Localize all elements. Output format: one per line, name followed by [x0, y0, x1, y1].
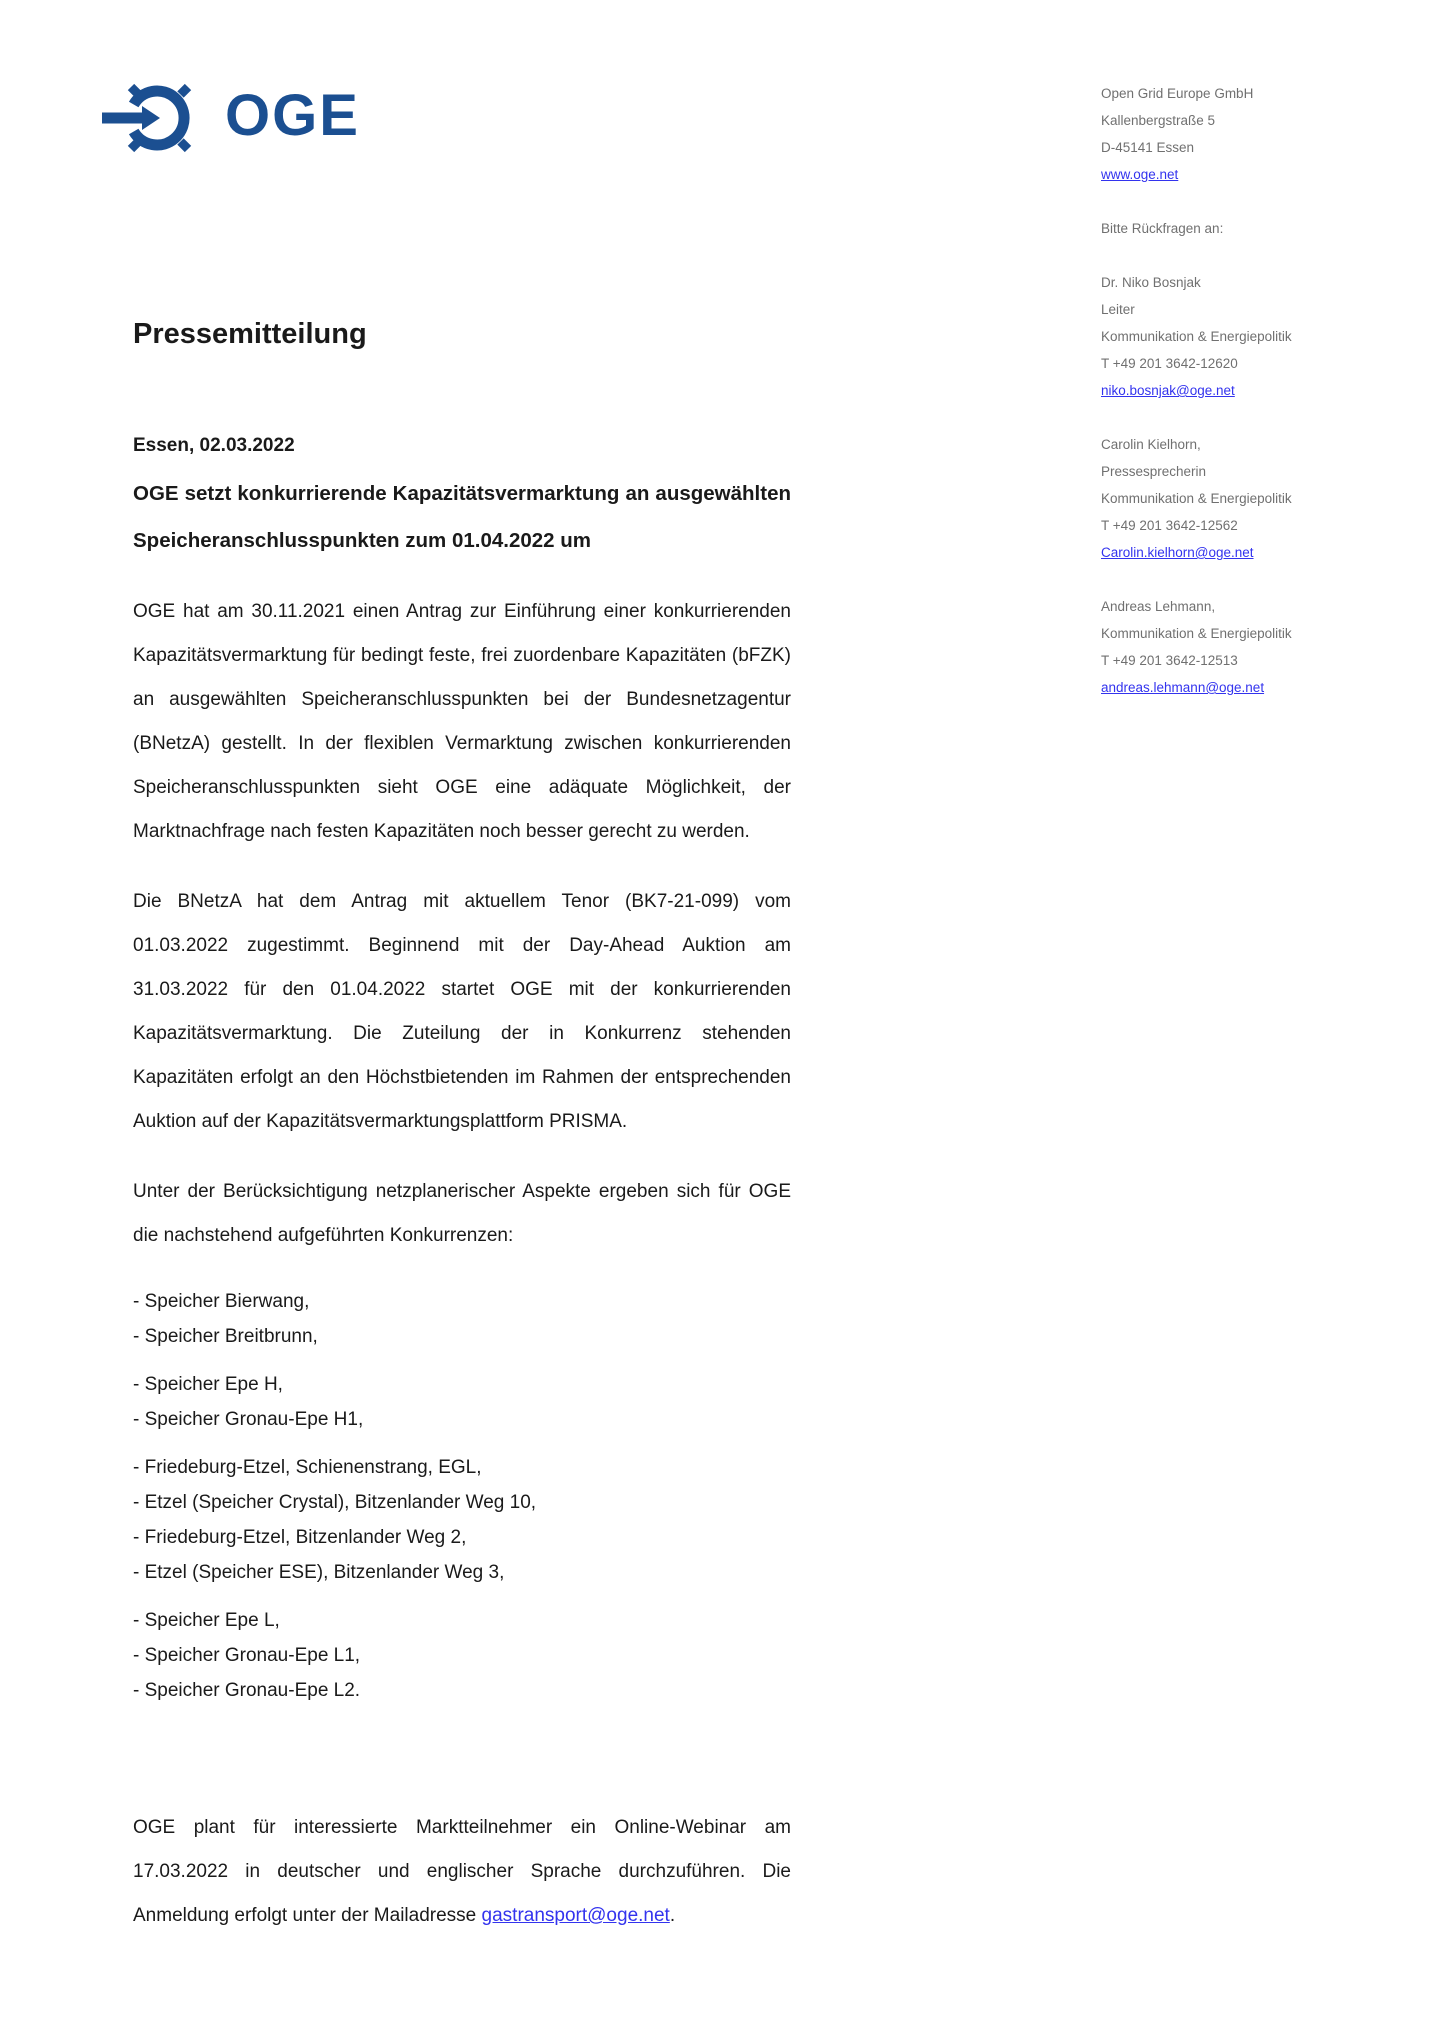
contact-dept: Kommunikation & Energiepolitik: [1101, 626, 1292, 641]
closing-period: .: [669, 1905, 676, 1926]
contact-role: Leiter: [1101, 302, 1135, 317]
closing-paragraph: [133, 1806, 791, 1938]
list-item: - Etzel (Speicher Crystal), Bitzenlander Weg 10,: [133, 1492, 537, 1513]
storage-list-group: [133, 1450, 791, 1590]
list-item: - Speicher Gronau-Epe L1,: [133, 1645, 361, 1666]
contact-email-link[interactable]: andreas.lehmann@oge.net: [1101, 680, 1265, 695]
main-content: [133, 316, 791, 1957]
contact-email-link[interactable]: niko.bosnjak@oge.net: [1101, 383, 1235, 398]
list-item: - Speicher Gronau-Epe H1,: [133, 1409, 364, 1430]
doc-type-title: Pressemitteilung: [133, 318, 367, 350]
contact-name: Carolin Kielhorn,: [1101, 437, 1201, 452]
contact-name: Andreas Lehmann,: [1101, 599, 1216, 614]
list-item: - Speicher Epe H,: [133, 1374, 283, 1395]
company-city: D-45141 Essen: [1101, 140, 1195, 155]
contact-phone: T +49 201 3642-12513: [1101, 653, 1238, 668]
inquiries-label: Bitte Rückfragen an:: [1101, 221, 1224, 236]
closing-text: OGE plant für interessierte Marktteilnehmer ein Online-Webinar am 17.03.2022 in deutscher und englischer Sprache durchzuführen. Die Anmeldung erfolgt unter der Mailadresse: [133, 1817, 791, 1926]
contact-sidebar: [1101, 80, 1356, 701]
oge-logo-icon: [100, 74, 208, 162]
contact-card: [1101, 269, 1356, 404]
list-item: - Speicher Breitbrunn,: [133, 1326, 318, 1347]
contact-card: [1101, 593, 1356, 701]
list-item: - Friedeburg-Etzel, Bitzenlander Weg 2,: [133, 1527, 467, 1548]
oge-logo-text: OGE: [225, 83, 360, 148]
list-item: - Speicher Epe L,: [133, 1610, 280, 1631]
contact-phone: T +49 201 3642-12562: [1101, 518, 1238, 533]
headline: OGE setzt konkurrierende Kapazitätsvermarktung an ausgewählten Speicheranschlusspunkten zum 01.04.2022 um: [133, 482, 791, 552]
contact-email-link[interactable]: Carolin.kielhorn@oge.net: [1101, 545, 1254, 560]
body-paragraph: Die BNetzA hat dem Antrag mit aktuellem Tenor (BK7-21-099) vom 01.03.2022 zugestimmt. Beginnend mit der Day-Ahead Auktion am 31.03.2022 für den 01.04.2022 startet OGE mit der konkurrierenden Kapazitätsvermarktung. Die Zuteilung der in Konkurrenz stehenden Kapazitäten erfolgt an den Höchstbietenden im Rahmen der entsprechenden Auktion auf der Kapazitätsvermarktungsplattform PRISMA.: [133, 891, 791, 1132]
contact-dept: Kommunikation & Energiepolitik: [1101, 329, 1292, 344]
contact-dept: Kommunikation & Energiepolitik: [1101, 491, 1292, 506]
body-paragraph: Unter der Berücksichtigung netzplanerischer Aspekte ergeben sich für OGE die nachstehend aufgeführten Konkurrenzen:: [133, 1181, 791, 1246]
storage-list-group: [133, 1603, 791, 1708]
company-website-link[interactable]: www.oge.net: [1101, 167, 1179, 182]
oge-logo: [100, 74, 360, 162]
contact-name: Dr. Niko Bosnjak: [1101, 275, 1201, 290]
contact-card: [1101, 431, 1356, 566]
list-item: - Speicher Bierwang,: [133, 1291, 310, 1312]
list-item: - Speicher Gronau-Epe L2.: [133, 1680, 361, 1701]
body-paragraph: OGE hat am 30.11.2021 einen Antrag zur Einführung einer konkurrierenden Kapazitätsvermarktung für bedingt feste, frei zuordenbare Kapazitäten (bFZK) an ausgewählten Speicheranschlusspunkten bei der Bundesnetzagentur (BNetzA) gestellt. In der flexiblen Vermarktung zwischen konkurrierenden Speicheranschlusspunkten sieht OGE eine adäquate Möglichkeit, der Marktnachfrage nach festen Kapazitäten noch besser gerecht zu werden.: [133, 601, 791, 842]
list-item: - Friedeburg-Etzel, Schienenstrang, EGL,: [133, 1457, 482, 1478]
company-name: Open Grid Europe GmbH: [1101, 86, 1254, 101]
contact-phone: T +49 201 3642-12620: [1101, 356, 1238, 371]
list-item: - Etzel (Speicher ESE), Bitzenlander Weg 3,: [133, 1562, 505, 1583]
storage-list-group: [133, 1284, 791, 1354]
company-street: Kallenbergstraße 5: [1101, 113, 1216, 128]
storage-list-group: [133, 1367, 791, 1437]
dateline: Essen, 02.03.2022: [133, 435, 295, 456]
webinar-email-link[interactable]: gastransport@oge.net: [481, 1905, 670, 1926]
contact-role: Pressesprecherin: [1101, 464, 1207, 479]
